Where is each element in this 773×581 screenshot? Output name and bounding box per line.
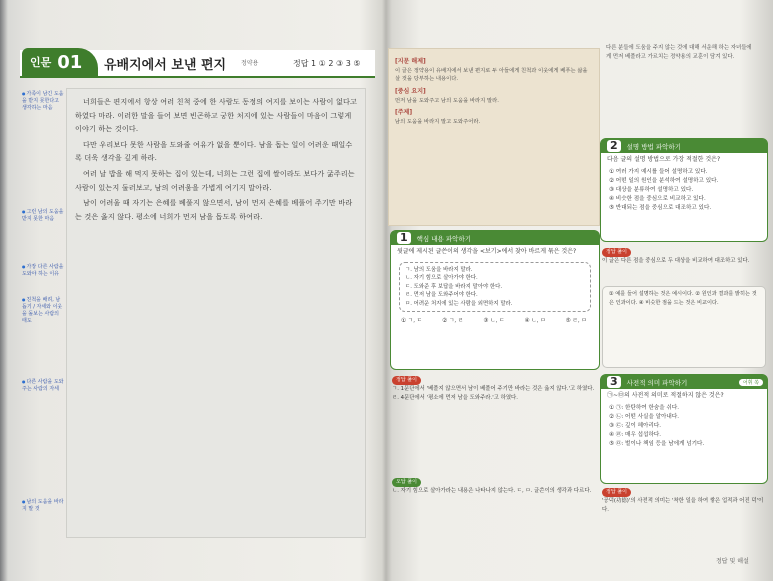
side-note-5: ● 다른 사람을 도와주는 사람의 자세 — [22, 378, 64, 393]
lesson-title: 유배지에서 보낸 편지 — [104, 58, 227, 73]
unit-label: 인문 — [30, 56, 52, 69]
side-note-6: ● 남의 도움을 바라지 말 것 — [22, 498, 64, 513]
choice[interactable]: ② ㄱ, ㄹ — [442, 318, 464, 325]
bogi-item: ㄴ. 자기 힘으로 살아가야 한다. — [405, 275, 478, 282]
notes-heading: [주제] — [395, 109, 413, 117]
q1-explanation — [392, 376, 598, 403]
passage-notes-box — [388, 48, 600, 226]
explanation-text: '공덕(功德)'의 사전적 의미는 '착한 일을 하여 쌓은 업적과 어진 덕'이다. — [602, 498, 764, 513]
question-3-box — [600, 374, 768, 484]
lesson-author: 정약용 — [241, 60, 259, 67]
right-page — [388, 18, 770, 578]
answer-choices — [391, 314, 599, 326]
answer-tag: 정답 풀이 — [392, 376, 421, 385]
option[interactable]: ⑤ 반대되는 점을 중심으로 대조하고 있다. — [609, 204, 712, 211]
reading-passage — [66, 88, 366, 538]
bogi-box — [399, 262, 591, 313]
bogi-item: ㄹ. 먼저 남을 도와주어야 한다. — [405, 292, 478, 299]
option[interactable]: ③ 대상을 분류하여 설명하고 있다. — [609, 186, 694, 193]
passage-paragraph: 다만 우리보다 못한 사람을 도와줄 여유가 없을 뿐이다. 남을 돕는 일이 어려운 때일수록 더욱 생각을 깊게 하라. — [75, 139, 353, 163]
side-note-2: ● 그런 남의 도움을 받지 못한 마음 — [22, 208, 64, 223]
bogi-item: ㄱ. 남의 도움을 바라지 말라. — [405, 266, 473, 273]
question-number: 1 — [397, 232, 411, 244]
notes-text: 남의 도움을 바라지 말고 도와주어라. — [395, 119, 481, 126]
unit-number: 01 — [57, 51, 83, 73]
notes-heading: [중심 요지] — [395, 87, 426, 95]
question-text: ㉠~㉤의 사전적 의미로 적절하지 않은 것은? — [607, 392, 724, 399]
notes-heading: [지문 해제] — [395, 58, 426, 65]
passage-paragraph: 너희들은 편지에서 항상 여러 친척 중에 한 사람도 동정의 여지를 보이는 사람이 없다고 하였다 마라. 이러한 말을 들어 보면 빈곤하고 궁한 처지에 있는 사람들이 마음이 그렇게 이야기 하는 것이다. — [75, 97, 357, 134]
option[interactable]: ② 어떤 일의 원인을 분석하여 설명하고 있다. — [609, 177, 719, 184]
option[interactable]: ④ ㉣: 매우 섭섭하다. — [609, 431, 662, 438]
unit-badge — [22, 48, 98, 76]
option[interactable]: ① ㉠: 한탄하여 한숨을 쉬다. — [609, 404, 680, 411]
question-number: 2 — [607, 140, 621, 152]
side-note-1: ● 가족이 남긴 도움을 받지 못한다고 생각하는 마음 — [22, 90, 64, 112]
question-category: 설명 방법 파악하기 — [626, 142, 682, 151]
answer-line: 정답 1 ① 2 ③ 3 ⑤ — [293, 59, 361, 68]
option[interactable]: ③ ㉢: 깊이 헤아리다. — [609, 422, 662, 429]
vocab-tag: 어휘 쏙 — [739, 379, 763, 386]
answer-tag: 정답 풀이 — [602, 248, 631, 257]
notes-text: 이 글은 정약용이 유배지에서 보낸 편지로 두 아들에게 친척과 이웃에게 베푸는 삶을 살 것을 당부하는 내용이다. — [395, 68, 588, 83]
option[interactable]: ② ㉡: 어떤 사실을 알아내다. — [609, 413, 680, 420]
question-text: 윗글에 제시된 글쓴이의 생각을 <보기>에서 찾아 바르게 묶은 것은? — [397, 248, 577, 255]
top-explanation: 다른 분들에 도움을 주지 않는 것에 대해 서운해 하는 자녀들에게 먼저 베풀라고 가르치는 정약용의 교훈이 담겨 있다. — [606, 45, 752, 60]
wrong-explanation-text: ㄴ. 자기 힘으로 살아가라는 내용은 나타나지 않는다. ㄷ, ㅁ. 글쓴이의 생각과 다르다. — [392, 488, 592, 494]
choice[interactable]: ③ ㄴ, ㄷ — [483, 318, 505, 325]
left-page — [8, 18, 380, 578]
question-number: 3 — [607, 376, 621, 388]
explanation-text: ㄱ. 1문단에서 '베풀지 않으면서 남이 베풀어 주기만 바라는 것은 옳지 않다.'고 하였다. ㄹ. 4문단에서 '평소에 먼저 남을 도와주라.'고 하였다. — [392, 386, 595, 401]
bogi-item: ㅁ. 어려운 처지에 있는 사람을 외면하지 말라. — [405, 300, 513, 307]
q1-wrong-explanation — [392, 478, 598, 496]
right-footer: 정답 및 해설 — [716, 558, 749, 565]
option[interactable]: ④ 비슷한 점을 중심으로 비교하고 있다. — [609, 195, 706, 202]
wrong-answer-tag: 오답 풀이 — [392, 478, 421, 487]
question-text: 다음 글의 설명 방법으로 가장 적절한 것은? — [607, 156, 721, 163]
passage-paragraph: 남이 어려울 때 자기는 은혜를 베풀지 않으면서, 남이 먼저 은혜를 베풀어 주기만 바라는 것은 옳지 않다. 평소에 너희가 먼저 남을 돕도록 하여라. — [75, 198, 353, 221]
side-note-3: ● 가장 다른 사람을 도와야 하는 이유 — [22, 263, 64, 278]
notes-text: 먼저 남을 도와주고 남의 도움을 바라지 말라. — [395, 97, 499, 104]
question-1-header — [391, 231, 599, 245]
question-2-header — [601, 139, 767, 153]
explanation-text: 이 글은 다른 점을 중심으로 두 대상을 비교하여 대조하고 있다. — [602, 258, 750, 264]
bogi-item: ㄷ. 도와준 후 보답을 바라지 말아야 한다. — [405, 283, 503, 290]
passage-paragraph: 여러 날 밥을 해 먹지 못하는 집이 있는데, 너희는 그런 집에 쌀이라도 보다가 굶주리는 사람이 있는지 둘러보고, 남의 어려움을 가볍게 여기지 말아라. — [75, 168, 355, 192]
choice[interactable]: ⑤ ㄹ, ㅁ — [565, 318, 587, 325]
choice[interactable]: ④ ㄴ, ㅁ — [524, 318, 546, 325]
question-3-header — [601, 375, 767, 389]
question-1-box — [390, 230, 600, 370]
q3-explanation — [602, 488, 766, 515]
q2-extra-box: ① 예를 들어 설명하는 것은 예시이다. ② 원인과 결과를 밝히는 것은 인과이다. ④ 비슷한 점을 드는 것은 비교이다. — [602, 286, 766, 368]
q2-explanation — [602, 248, 766, 266]
option[interactable]: ① 여러 가지 예시를 들어 설명하고 있다. — [609, 168, 708, 175]
answer-tag: 정답 풀이 — [602, 488, 631, 497]
choice[interactable]: ① ㄱ, ㄷ — [401, 318, 423, 325]
question-2-box — [600, 138, 768, 242]
side-note-4: ● 친척을 배려, 남 돕기 / 자세와 이웃을 돌보는 사람의 태도 — [22, 296, 64, 325]
question-category: 사전적 의미 파악하기 — [626, 378, 688, 387]
option[interactable]: ⑤ ㉤: 벌이나 책임 등을 남에게 넘기다. — [609, 440, 705, 447]
question-category: 핵심 내용 파악하기 — [416, 234, 472, 243]
